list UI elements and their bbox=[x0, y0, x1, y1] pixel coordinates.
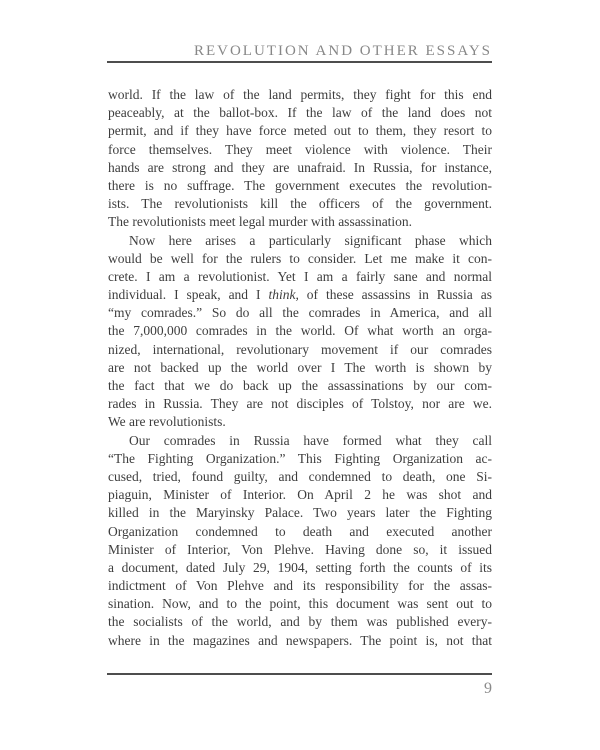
body-line-segment: a document, dated July 29, 1904, setting forth the counts of its bbox=[108, 559, 492, 575]
body-line bbox=[108, 268, 492, 286]
body-line-segment: cused, tried, found guilty, and condemned to death, one Si- bbox=[108, 468, 492, 484]
body-line bbox=[108, 250, 492, 268]
body-line bbox=[108, 377, 492, 395]
body-line bbox=[108, 195, 492, 213]
body-line bbox=[108, 213, 492, 231]
body-line-segment: the fact that we do back up the assassinations by our com- bbox=[108, 378, 492, 393]
body-line-segment: indictment of Von Plehve and its responsibility for the assas- bbox=[108, 578, 492, 594]
body-line-segment: ists. The revolutionists kill the officers of the government. bbox=[108, 196, 492, 212]
body-line bbox=[108, 359, 492, 377]
body-line-segment: where in the magazines and newspapers. The point is, not that bbox=[108, 632, 492, 648]
running-header-title: REVOLUTION AND OTHER ESSAYS bbox=[193, 43, 492, 59]
body-line bbox=[108, 486, 492, 504]
body-line-segment: the 7,000,000 comrades in the world. Of what worth an orga- bbox=[108, 323, 492, 339]
body-line bbox=[108, 177, 492, 195]
page-number: 9 bbox=[484, 680, 492, 697]
body-line-segment: permit, and if they have force meted out to them, they resort to bbox=[108, 123, 492, 139]
body-line bbox=[108, 304, 492, 322]
body-line bbox=[108, 159, 492, 177]
body-line-segment: killed in the Maryinsky Palace. Two years later the Fighting bbox=[108, 505, 492, 521]
body-line bbox=[108, 541, 492, 559]
body-line-segment: the socialists of the world, and by them was published every- bbox=[108, 614, 492, 630]
body-line-segment: “my comrades.” So do all the comrades in America, and all bbox=[108, 305, 492, 321]
body-line bbox=[108, 286, 492, 304]
footer-rule bbox=[107, 673, 492, 675]
body-line-segment: would be well for the rulers to consider. Let me make it con- bbox=[108, 250, 492, 266]
body-line-segment: peaceably, at the ballot-box. If the law of the land does not bbox=[108, 105, 492, 121]
body-line bbox=[108, 141, 492, 159]
body-line bbox=[108, 613, 492, 631]
body-line-segment: Now here arises a particularly significant phase which bbox=[129, 232, 492, 248]
body-line bbox=[108, 341, 492, 359]
body-line-segment: Organization condemned to death and executed another bbox=[108, 523, 492, 539]
body-line bbox=[108, 450, 492, 468]
body-line bbox=[108, 395, 492, 413]
body-line-italic-segment: think, bbox=[268, 287, 299, 303]
body-line-segment: rades in Russia. They are not disciples of Tolstoy, nor are we. bbox=[108, 396, 492, 412]
body-line-segment: Our comrades in Russia have formed what they call bbox=[129, 432, 492, 448]
body-line-segment: world. If the law of the land permits, they fight for this end bbox=[108, 87, 492, 102]
body-line bbox=[108, 559, 492, 577]
body-line bbox=[108, 86, 492, 104]
body-line-segment: individual. I speak, and I bbox=[108, 287, 269, 303]
body-line bbox=[108, 468, 492, 486]
body-line-segment: The revolutionists meet legal murder with assassination. bbox=[108, 214, 413, 230]
body-line-segment: hands are strong and they are unafraid. In Russia, for instance, bbox=[108, 159, 492, 175]
body-line-segment: “The Fighting Organization.” This Fighting Organization ac- bbox=[108, 450, 492, 466]
body-line bbox=[108, 432, 492, 450]
body-line bbox=[108, 523, 492, 541]
body-line bbox=[108, 322, 492, 340]
body-line bbox=[108, 104, 492, 122]
body-line-segment: We are revolutionists. bbox=[108, 414, 226, 430]
body-line bbox=[108, 504, 492, 522]
body-line-segment: nized, international, revolutionary movement if our comrades bbox=[108, 341, 492, 357]
body-line-segment: of these assassins in Russia as bbox=[298, 287, 492, 303]
body-line bbox=[108, 413, 492, 431]
body-line-segment: piaguin, Minister of Interior. On April 2 he was shot and bbox=[108, 487, 492, 503]
body-line bbox=[108, 632, 492, 650]
body-line bbox=[108, 595, 492, 613]
body-line-segment: crete. I am a revolutionist. Yet I am a fairly sane and normal bbox=[108, 268, 492, 284]
body-line-segment: Minister of Interior, Von Plehve. Having done so, it issued bbox=[108, 541, 492, 557]
body-line-segment: sination. Now, and to the point, this document was sent out to bbox=[108, 596, 492, 612]
body-line bbox=[108, 577, 492, 595]
body-line bbox=[108, 232, 492, 250]
body-text bbox=[108, 86, 492, 650]
body-line-segment: there is no suffrage. The government executes the revolution- bbox=[108, 177, 492, 193]
body-line bbox=[108, 122, 492, 140]
body-line-segment: force themselves. They meet violence with violence. Their bbox=[108, 141, 492, 157]
body-line-segment: are not backed up the world over I The worth is shown by bbox=[108, 359, 492, 375]
header-rule bbox=[107, 61, 492, 63]
